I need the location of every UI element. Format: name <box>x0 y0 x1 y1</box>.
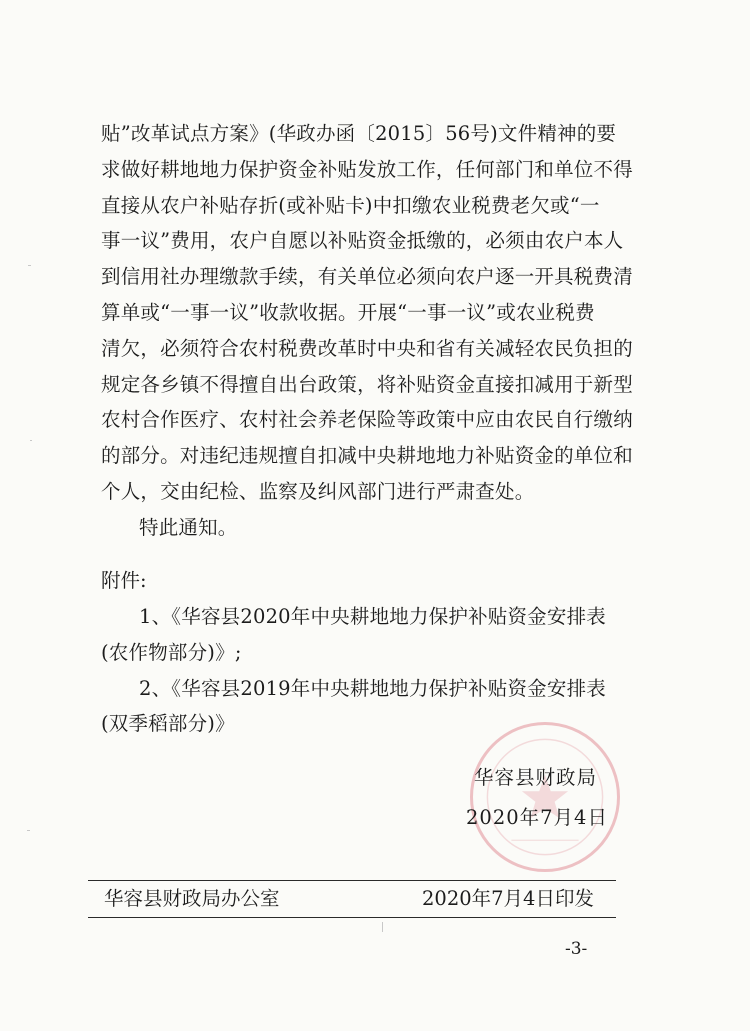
body-line: 算单或“一事一议”收款收据。开展“一事一议”或农业税费 <box>101 300 595 324</box>
body-line: 贴”改革试点方案》(华政办函〔2015〕56号)文件精神的要 <box>101 122 617 145</box>
body-line: 求做好耕地地力保护资金补贴发放工作，任何部门和单位不得 <box>101 157 633 181</box>
body-line: 的部分。对违纪违规擅自扣减中央耕地地力补贴资金的单位和 <box>101 444 633 468</box>
scan-speck <box>27 830 30 831</box>
attachment-item-1-subtitle: (农作物部分)》; <box>101 640 242 664</box>
notice-body <box>101 116 641 546</box>
scan-speck <box>382 922 383 932</box>
attachments-label: 附件: <box>101 569 147 592</box>
closing-line: 特此通知。 <box>139 515 238 539</box>
issuing-authority: 华容县财政局 <box>474 766 598 789</box>
body-line: 直接从农户补贴存折(或补贴卡)中扣缴农业税费老欠或“一 <box>101 193 600 217</box>
page-number: -3- <box>565 939 588 959</box>
attachments-list <box>101 599 641 742</box>
body-line: 到信用社办理缴款手续，有关单位必须向农户逐一开具税费清 <box>101 265 633 289</box>
body-line: 规定各乡镇不得擅自出台政策，将补贴资金直接扣减用于新型 <box>101 372 633 396</box>
seal-star-icon <box>473 725 617 869</box>
body-line: 个人，交由纪检、监察及纠风部门进行严肃查处。 <box>101 479 535 503</box>
official-seal-stamp <box>470 722 620 872</box>
scan-speck <box>30 440 32 441</box>
body-line: 事一议”费用，农户自愿以补贴资金抵缴的，必须由农户本人 <box>101 229 624 253</box>
footer-top-rule <box>88 880 616 881</box>
body-line: 农村合作医疗、农村社会养老保险等政策中应由农民自行缴纳 <box>101 408 633 432</box>
signature-date: 2020年7月4日 <box>466 806 608 829</box>
scan-speck <box>28 265 31 266</box>
footer-bottom-rule <box>88 917 616 918</box>
footer-issue-date: 2020年7月4日印发 <box>422 887 594 910</box>
body-line: 清欠，必须符合农村税费改革时中央和省有关减轻农民负担的 <box>101 336 633 360</box>
footer-issuing-office: 华容县财政局办公室 <box>104 887 280 910</box>
attachment-item-1-title: 1、《华容县2020年中央耕地地力保护补贴资金安排表 <box>139 605 606 628</box>
attachment-item-2-subtitle: (双季稻部分)》 <box>101 712 235 736</box>
attachment-item-2-title: 2、《华容县2019年中央耕地地力保护补贴资金安排表 <box>139 676 606 700</box>
